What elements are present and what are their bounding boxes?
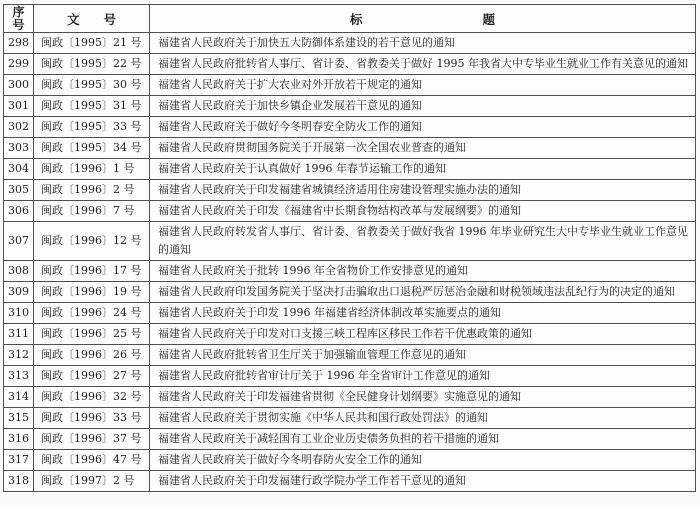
row-title-cell: 福建省人民政府关于印发《福建省中长期食物结构改革与发展纲要》的通知: [150, 201, 696, 222]
row-doc-no-cell: 闽政〔1996〕12 号: [34, 222, 150, 261]
row-doc-no-cell: 闽政〔1995〕22 号: [34, 54, 150, 75]
row-title-cell: 福建省人民政府关于扩大农业对外开放若干规定的通知: [150, 75, 696, 96]
row-seq-cell: 305: [4, 180, 34, 201]
document-index-table: [3, 4, 696, 492]
row-doc-no-cell: 闽政〔1996〕32 号: [34, 387, 150, 408]
table-row: [4, 138, 696, 159]
row-doc-no-cell: 闽政〔1997〕2 号: [34, 471, 150, 492]
row-title-cell: 福建省人民政府印发国务院关于坚决打击骗取出口退税严厉惩治金融和财税领域违法乱纪行为的决定的通知: [150, 282, 696, 303]
row-doc-no-cell: 闽政〔1996〕33 号: [34, 408, 150, 429]
row-title-cell: 福建省人民政府批转省审计厅关于 1996 年全省审计工作意见的通知: [150, 366, 696, 387]
row-doc-no-cell: 闽政〔1995〕31 号: [34, 96, 150, 117]
row-doc-no-cell: 闽政〔1996〕1 号: [34, 159, 150, 180]
table-row: [4, 33, 696, 54]
row-seq-cell: 307: [4, 222, 34, 261]
table-header-row: [4, 5, 696, 33]
table-row: [4, 96, 696, 117]
table-row: [4, 261, 696, 282]
row-seq-cell: 314: [4, 387, 34, 408]
row-doc-no-cell: 闽政〔1996〕47 号: [34, 450, 150, 471]
row-seq-cell: 316: [4, 429, 34, 450]
row-title-cell: 福建省人民政府关于加快五大防御体系建设的若干意见的通知: [150, 33, 696, 54]
table-row: [4, 75, 696, 96]
row-seq-cell: 299: [4, 54, 34, 75]
row-doc-no-cell: 闽政〔1996〕26 号: [34, 345, 150, 366]
row-title-cell: 福建省人民政府关于批转 1996 年全省物价工作安排意见的通知: [150, 261, 696, 282]
row-title-cell: 福建省人民政府批转省人事厅、省计委、省教委关于做好 1995 年我省大中专毕业生就业工作有关意见的通知: [150, 54, 696, 75]
row-title-cell: 福建省人民政府贯彻国务院关于开展第一次全国农业普查的通知: [150, 138, 696, 159]
row-title-cell: 福建省人民政府关于印发对口支援三峡工程库区移民工作若干优惠政策的通知: [150, 324, 696, 345]
header-seq-char2: 号: [12, 17, 25, 32]
row-seq-cell: 309: [4, 282, 34, 303]
table-row: [4, 366, 696, 387]
row-seq-cell: 310: [4, 303, 34, 324]
row-doc-no-cell: 闽政〔1995〕21 号: [34, 33, 150, 54]
row-seq-cell: 318: [4, 471, 34, 492]
table-row: [4, 471, 696, 492]
table-row: [4, 117, 696, 138]
row-title-cell: 福建省人民政府关于贯彻实施《中华人民共和国行政处罚法》的通知: [150, 408, 696, 429]
table-row: [4, 429, 696, 450]
row-title-cell: 福建省人民政府关于印发福建省城镇经济适用住房建设管理实施办法的通知: [150, 180, 696, 201]
row-title-cell: 福建省人民政府转发省人事厅、省计委、省教委关于做好我省 1996 年毕业研究生大中专毕业生就业工作意见的通知: [150, 222, 696, 261]
row-seq-cell: 303: [4, 138, 34, 159]
table-row: [4, 387, 696, 408]
row-seq-cell: 308: [4, 261, 34, 282]
row-doc-no-cell: 闽政〔1996〕7 号: [34, 201, 150, 222]
row-doc-no-cell: 闽政〔1995〕34 号: [34, 138, 150, 159]
row-seq-cell: 304: [4, 159, 34, 180]
row-doc-no-cell: 闽政〔1996〕37 号: [34, 429, 150, 450]
row-doc-no-cell: 闽政〔1996〕19 号: [34, 282, 150, 303]
row-doc-no-cell: 闽政〔1995〕33 号: [34, 117, 150, 138]
table-row: [4, 222, 696, 261]
header-seq-char1: 序: [12, 5, 25, 19]
row-doc-no-cell: 闽政〔1996〕24 号: [34, 303, 150, 324]
row-doc-no-cell: 闽政〔1996〕27 号: [34, 366, 150, 387]
row-seq-cell: 298: [4, 33, 34, 54]
header-doc-no: [34, 5, 150, 33]
header-seq-no: [4, 5, 34, 33]
row-doc-no-cell: 闽政〔1996〕25 号: [34, 324, 150, 345]
row-title-cell: 福建省人民政府关于认真做好 1996 年春节运输工作的通知: [150, 159, 696, 180]
row-seq-cell: 315: [4, 408, 34, 429]
row-title-cell: 福建省人民政府批转省卫生厅关于加强输血管理工作意见的通知: [150, 345, 696, 366]
row-title-cell: 福建省人民政府关于加快乡镇企业发展若干意见的通知: [150, 96, 696, 117]
row-seq-cell: 300: [4, 75, 34, 96]
row-title-cell: 福建省人民政府关于做好今冬明春防火安全工作的通知: [150, 450, 696, 471]
row-title-cell: 福建省人民政府关于做好今冬明春安全防火工作的通知: [150, 117, 696, 138]
row-seq-cell: 312: [4, 345, 34, 366]
row-seq-cell: 302: [4, 117, 34, 138]
row-seq-cell: 317: [4, 450, 34, 471]
row-doc-no-cell: 闽政〔1995〕30 号: [34, 75, 150, 96]
row-seq-cell: 301: [4, 96, 34, 117]
table-row: [4, 324, 696, 345]
table-row: [4, 159, 696, 180]
header-doc-no-char2: 号: [103, 11, 117, 27]
row-doc-no-cell: 闽政〔1996〕2 号: [34, 180, 150, 201]
row-title-cell: 福建省人民政府关于印发 1996 年福建省经济体制改革实施要点的通知: [150, 303, 696, 324]
row-title-cell: 福建省人民政府关于印发福建省贯彻《全民健身计划纲要》实施意见的通知: [150, 387, 696, 408]
table-row: [4, 408, 696, 429]
table-row: [4, 450, 696, 471]
table-row: [4, 54, 696, 75]
header-title: [150, 5, 696, 33]
table-row: [4, 180, 696, 201]
row-seq-cell: 313: [4, 366, 34, 387]
row-seq-cell: 306: [4, 201, 34, 222]
table-row: [4, 345, 696, 366]
table-row: [4, 282, 696, 303]
row-title-cell: 福建省人民政府关于减轻国有工业企业历史债务负担的若干措施的通知: [150, 429, 696, 450]
row-doc-no-cell: 闽政〔1996〕17 号: [34, 261, 150, 282]
header-title-char2: 题: [482, 11, 496, 27]
table-body: [4, 33, 696, 492]
row-title-cell: 福建省人民政府关于印发福建行政学院办学工作若干意见的通知: [150, 471, 696, 492]
header-title-char1: 标: [349, 11, 363, 27]
row-seq-cell: 311: [4, 324, 34, 345]
header-doc-no-char1: 文: [66, 11, 80, 27]
table-row: [4, 201, 696, 222]
table-row: [4, 303, 696, 324]
